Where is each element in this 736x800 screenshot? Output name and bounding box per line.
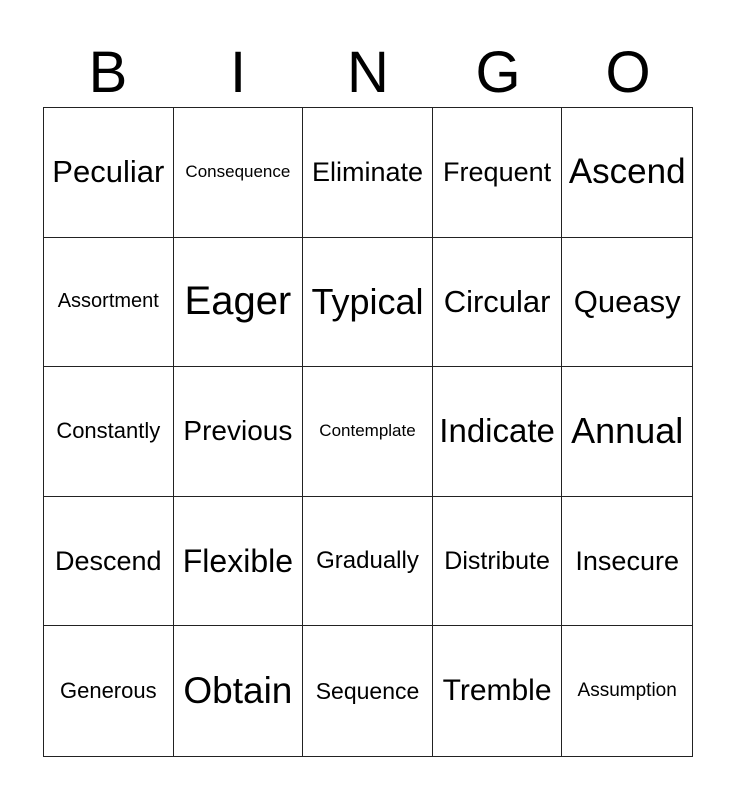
cell-word: Obtain	[183, 670, 293, 712]
bingo-cell[interactable]	[562, 497, 692, 627]
bingo-cell[interactable]	[433, 367, 563, 497]
bingo-cell[interactable]	[174, 238, 304, 368]
cell-word: Consequence	[185, 162, 291, 182]
bingo-cell[interactable]	[562, 238, 692, 368]
cell-word: Flexible	[182, 542, 294, 579]
bingo-cell[interactable]	[562, 626, 692, 756]
cell-word: Circular	[443, 283, 551, 319]
bingo-cell[interactable]	[433, 626, 563, 756]
bingo-grid	[43, 107, 693, 757]
bingo-cell[interactable]	[174, 497, 304, 627]
cell-word: Peculiar	[52, 154, 165, 190]
cell-word: Distribute	[444, 546, 550, 575]
cell-word: Eager	[184, 279, 292, 324]
bingo-cell[interactable]	[433, 497, 563, 627]
bingo-cell[interactable]	[174, 626, 304, 756]
bingo-header	[43, 38, 693, 108]
bingo-cell[interactable]	[303, 238, 433, 368]
bingo-cell[interactable]	[562, 108, 692, 238]
cell-word: Insecure	[575, 545, 679, 576]
cell-word: Ascend	[568, 152, 686, 192]
bingo-cell[interactable]	[44, 108, 174, 238]
cell-word: Gradually	[316, 547, 419, 575]
bingo-cell[interactable]	[44, 367, 174, 497]
bingo-cell[interactable]	[303, 497, 433, 627]
cell-word: Annual	[571, 410, 684, 452]
bingo-cell[interactable]	[44, 626, 174, 756]
cell-word: Typical	[311, 280, 424, 322]
cell-word: Generous	[59, 678, 157, 704]
cell-word: Previous	[183, 415, 293, 447]
bingo-cell[interactable]	[303, 367, 433, 497]
cell-word: Contemplate	[319, 421, 416, 441]
header-letter-g: G	[475, 40, 521, 105]
bingo-cell[interactable]	[562, 367, 692, 497]
cell-word: Frequent	[443, 156, 552, 187]
bingo-cell[interactable]	[433, 238, 563, 368]
cell-word: Queasy	[573, 283, 681, 319]
bingo-cell[interactable]	[174, 108, 304, 238]
bingo-cell[interactable]	[44, 238, 174, 368]
header-letter-n: N	[347, 40, 389, 105]
cell-word: Tremble	[442, 674, 552, 708]
bingo-cell[interactable]	[303, 626, 433, 756]
bingo-cell[interactable]	[174, 367, 304, 497]
header-letter-o: O	[605, 40, 651, 105]
cell-word: Constantly	[56, 418, 161, 444]
cell-word: Descend	[55, 545, 162, 576]
header-letter-b: B	[88, 40, 128, 105]
header-letter-i: I	[229, 40, 247, 105]
bingo-cell[interactable]	[303, 108, 433, 238]
cell-word: Assumption	[577, 680, 677, 702]
cell-word: Indicate	[439, 412, 555, 450]
cell-word: Assortment	[57, 290, 159, 313]
cell-word: Eliminate	[311, 156, 424, 187]
bingo-cell[interactable]	[44, 497, 174, 627]
bingo-cell[interactable]	[433, 108, 563, 238]
cell-word: Sequence	[315, 677, 420, 704]
